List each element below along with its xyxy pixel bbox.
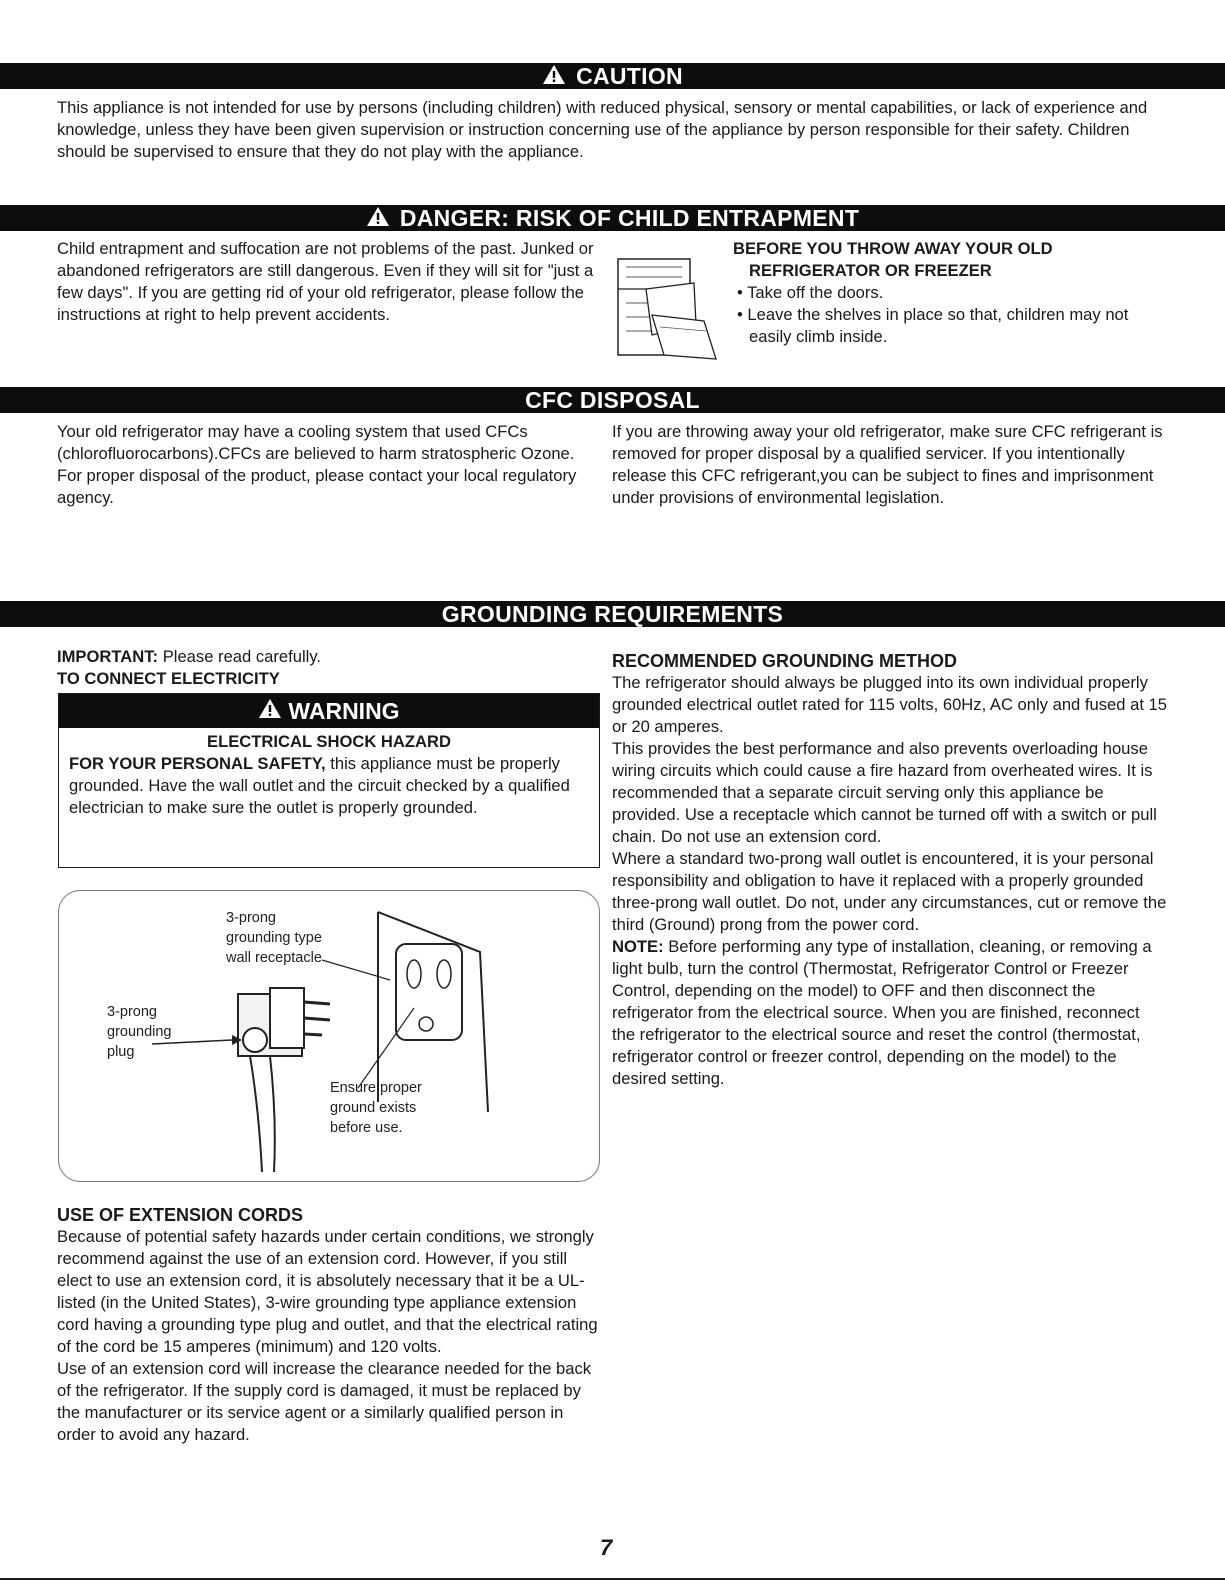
danger-bullet-list [733,282,1173,348]
warning-box [58,693,600,868]
bottom-rule [0,1578,1225,1580]
connect-heading: TO CONNECT ELECTRICITY [57,669,280,688]
danger-right-heading-2: REFRIGERATOR OR FREEZER [749,261,992,280]
cfc-left-text: Your old refrigerator may have a cooling system that used CFCs (chlorofluorocarbons).CFCs are believed to harm stratospheric Ozone. For proper disposal of the product, please contact your local regulatory agency. [57,422,577,507]
grounding-header [0,601,1225,627]
recommended-heading: RECOMMENDED GROUNDING METHOD [612,651,957,671]
warning-subtitle: ELECTRICAL SHOCK HAZARD [207,732,451,751]
grounding-title: GROUNDING REQUIREMENTS [441,600,784,627]
ground-label: Ensure proper ground exists before use. [330,1080,422,1136]
extension-heading: USE OF EXTENSION CORDS [57,1205,304,1225]
cfc-title: CFC DISPOSAL [525,386,700,413]
danger-right-section [733,238,1173,348]
extension-section: USE OF EXTENSION CORDS Because of potential safety hazards under certain conditions, we strongly recommend against the use of an extension cord. However, if you still elect to use an extension cord, it is absolutely necessary that it be a UL-listed (in the United States), 3-wire grounding type appliance extension cord having a grounding type plug and outlet, and that the electrical rating of the cord be 15 amperes (minimum) and 120 volts. Use of an extension cord will increase the clearance needed for the back of the refrigerator. If the supply cord is damaged, it must be replaced by the manufacturer or its service agent or a similarly qualified person in order to avoid any hazard. [57,1204,602,1446]
receptacle-label: 3-prong grounding type wall receptacle [226,910,322,966]
danger-header [0,205,1225,231]
caution-header [0,63,1225,89]
warning-title: WARNING [288,697,400,724]
plug-label: 3-prong grounding plug [107,1004,172,1060]
caution-body: This appliance is not intended for use by persons (including children) with reduced physical, sensory or mental capabilities, or lack of experience and knowledge, unless they have been given supervision or instruction concerning use of the appliance by person responsible for their safety. Children should be supervised to ensure that they do not play with the appliance. [57,98,1148,161]
cfc-header [0,387,1225,413]
cfc-right-text: If you are throwing away your old refrigerator, make sure CFC refrigerant is removed for proper disposal by a qualified servicer. If you intentionally release this CFC refrigerant,you can be subject to fines and imprisonment under provisions of environmental legislation. [612,422,1163,507]
danger-title: DANGER: RISK OF CHILD ENTRAPMENT [399,204,860,231]
recommended-section: RECOMMENDED GROUNDING METHOD The refrigerator should always be plugged into its own individual properly grounded electrical outlet rated for 115 volts, 60Hz, AC only and fused at 15 or 20 amperes. This provides the best performance and also prevents overloading house wiring circuits which could cause a fire hazard from overheated wires. It is recommended that a separate circuit serving only this appliance be provided. Use a receptacle which cannot be turned off with a switch or pull chain. Do not use an extension cord. Where a standard two-prong wall outlet is encountered, it is your personal responsibility and obligation to have it replaced with a properly grounded three-prong wall outlet. Do not, under any circumstances, cut or remove the third (Ground) prong from the power cord. NOTE: Before performing any type of installation, cleaning, or removing a light bulb, turn the control (Thermostat, Refrigerator Control or Freezer Control, depending on the model) to OFF and then disconnect the refrigerator from the electrical source. When you are finished, reconnect the refrigerator to the electrical source and reset the control (thermostat, refrigerator control or freezer control, depending on the model) to the desired setting. [612,651,1167,1088]
warning-body: ELECTRICAL SHOCK HAZARD FOR YOUR PERSONAL SAFETY, this appliance must be properly grounded. Have the wall outlet and the circuit checked by a qualified electrician to make sure the outlet is properly grounded. [59,728,599,819]
warning-header [59,694,599,728]
page-number: 7 [600,1535,613,1560]
warning-triangle-icon [542,64,566,89]
danger-right-heading-1: BEFORE YOU THROW AWAY YOUR OLD [733,239,1053,258]
danger-left-text: Child entrapment and suffocation are not problems of the past. Junked or abandoned refrigerators are still dangerous. Even if they will sit for "just a few days". If you are getting rid of your old refrigerator, please follow the instructions at right to help prevent accidents. [57,239,594,324]
list-item: • Take off the doors. [737,283,884,302]
important-note: IMPORTANT: Please read carefully. TO CONNECT ELECTRICITY [57,646,597,690]
warning-triangle-icon [366,206,390,231]
warning-triangle-icon [258,698,282,725]
refrigerator-illustration [612,255,722,368]
list-item: • Leave the shelves in place so that, children may not easily climb inside. [737,305,1129,346]
caution-title: CAUTION [576,62,683,89]
